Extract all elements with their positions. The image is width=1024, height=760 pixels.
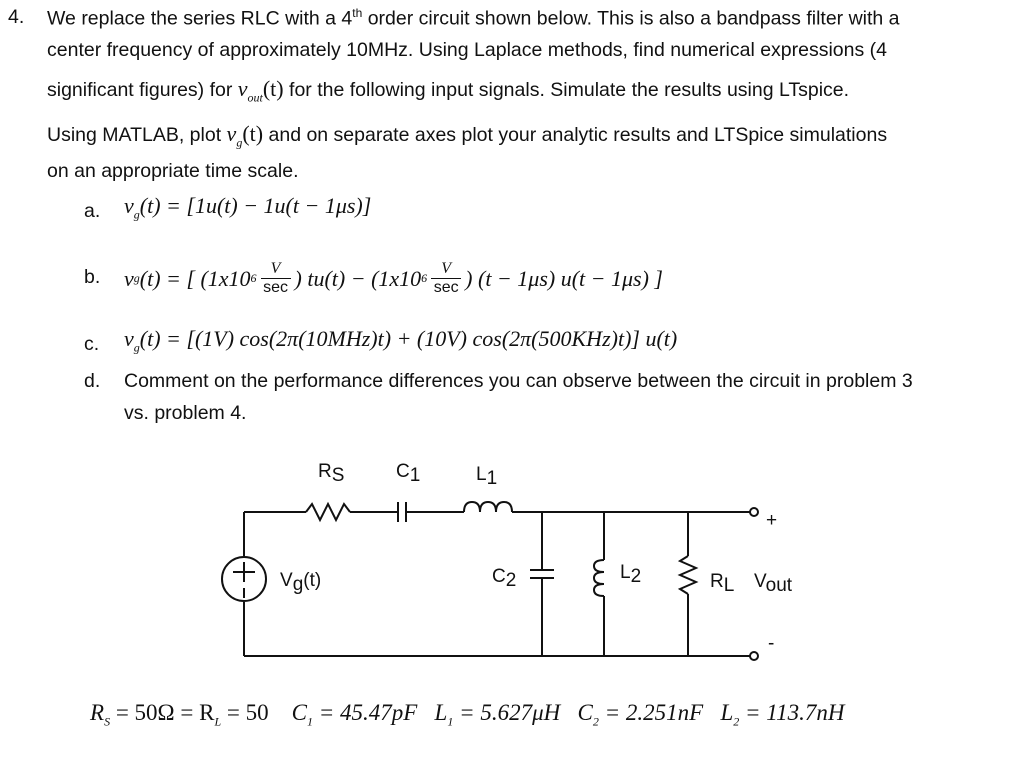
label-rs: RS: [318, 461, 345, 486]
item-c-label: c.: [84, 333, 100, 355]
vg-symbol: $v_g(t)$: [226, 121, 264, 150]
item-d-line-2: vs. problem 4.: [124, 402, 247, 424]
output-terminal-minus: [750, 652, 758, 660]
problem-line-3: significant figures) for $v_{out}(t)$ for the following input signals. Simulate the results using LTspice.: [47, 76, 850, 105]
problem-number: 4.: [8, 6, 25, 28]
problem-line-5: on an appropriate time scale.: [47, 160, 299, 182]
output-terminal-plus: [750, 508, 758, 516]
label-output-plus: +: [766, 510, 778, 531]
vout-symbol: $v_{out}(t)$: [237, 76, 284, 105]
label-c1: C1: [396, 461, 421, 486]
inductor-l1: [464, 502, 512, 512]
equation-b: v g (t) = [ (1x10 6 V sec ) tu(t) − (1x10 6 V sec ) (t − 1μs) u(t − 1μs) ]: [124, 260, 663, 296]
label-rl: RL: [710, 571, 735, 596]
resistor-rl: [680, 556, 696, 594]
problem-line-1: We replace the series RLC with a 4th order circuit shown below. This is also a bandpass filter with a: [47, 6, 900, 30]
inductor-l2: [594, 560, 604, 596]
equation-a: $v_g(t) = [1u(t) - 1u(t - 1\mu s)]$: [124, 193, 372, 222]
label-l1: L1: [476, 464, 498, 489]
item-d-line-1: Comment on the performance differences you can observe between the circuit in problem 3: [124, 370, 913, 392]
item-d-label: d.: [84, 370, 101, 392]
item-a-label: a.: [84, 200, 101, 222]
problem-line-4: Using MATLAB, plot $v_g(t)$ and on separate axes plot your analytic results and LTSpice simulations: [47, 121, 888, 150]
item-b-label: b.: [84, 266, 101, 288]
label-l2: L2: [620, 562, 642, 587]
problem-line-2: center frequency of approximately 10MHz. Using Laplace methods, find numerical expressions (4: [47, 39, 887, 61]
resistor-rs: [306, 504, 350, 520]
label-c2: C2: [492, 566, 517, 591]
component-values: $R_S = 50\Omega = R_L = 50$ $C_1 = 45.47pF$ $L_1 = 5.627\mu H$ $C_2 = 2.251nF$ $L_2 = 113.7nH$: [90, 700, 845, 729]
label-vout: Vout: [754, 571, 793, 596]
equation-c: $v_g(t) = [(1V) \cos(2\pi(10MHz)t) + (10V)$ cos(2π(500KHz)t)] u(t): [124, 326, 678, 355]
label-vg: Vg(t): [280, 570, 322, 595]
label-output-minus: -: [768, 633, 775, 654]
